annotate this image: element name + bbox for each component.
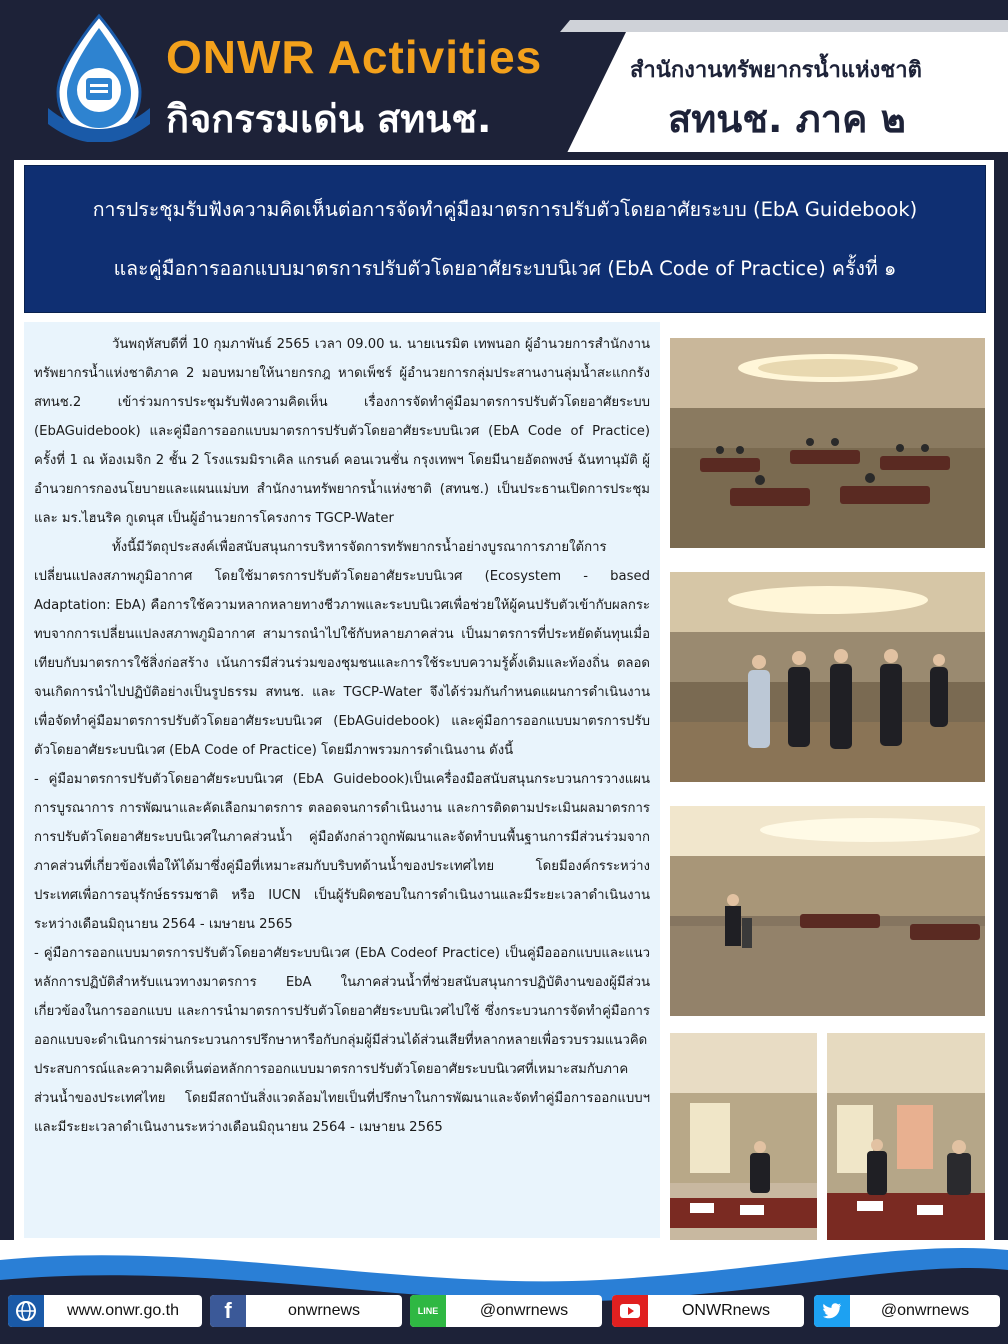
- photo-meeting-room: [670, 338, 985, 548]
- article-body: [24, 322, 660, 1238]
- photo-workshop-left: [670, 1033, 817, 1244]
- footer-line-label: @onwrnews: [479, 1302, 569, 1319]
- footer-youtube-label: ONWRnews: [681, 1302, 770, 1319]
- photo-workshop-right: [827, 1033, 985, 1244]
- globe-icon: [8, 1295, 44, 1327]
- facebook-icon: f: [210, 1295, 246, 1327]
- footer-facebook-link[interactable]: [210, 1295, 402, 1327]
- youtube-icon: [612, 1295, 648, 1327]
- footer-twitter-label: @onwrnews: [880, 1302, 970, 1319]
- footer-website-link[interactable]: [8, 1295, 202, 1327]
- footer-website-label: www.onwr.go.th: [66, 1302, 180, 1319]
- footer-twitter-link[interactable]: [814, 1295, 1000, 1327]
- header-accent-band: [530, 20, 1008, 32]
- footer-wave: [0, 1240, 1008, 1344]
- header-banner: [0, 0, 1008, 155]
- article-paragraph-4: - คู่มือการออกแบบมาตรการปรับตัวโดยอาศัยระบบนิเวศ (EbA Codeof Practice) เป็นคู่มือออกแบบและแนวหลักการปฏิบัติสำหรับแนวทางมาตรการ EbA ในภาคส่วนน้ำที่ช่วยสนับสนุนการปฏิบัติงานของผู้มีส่วนเกี่ยวข้องในการออกแบบ และการนำมาตรการปรับตัวโดยอาศัยระบบนิเวศไปใช้ ซึ่งกระบวนการจัดทำคู่มือการออกแบบจะดำเนินการผ่านกระบวนการปรึกษาหารือกับกลุ่มผู้มีส่วนได้ส่วนเสียที่หลากหลายเพื่อรวบรวมแนวคิด ประสบการณ์และความคิดเห็นต่อหลักการออกแบบมาตรการปรับตัวโดยอาศัยระบบนิเวศที่เหมาะสมกับภาคส่วนน้ำของประเทศไทย โดยมีสถาบันสิ่งแวดล้อมไทยเป็นที่ปรึกษาในการพัฒนาและจัดทำคู่มือการออกแบบฯ และมีระยะเวลาดำเนินงานระหว่างเดือนมิถุนายน 2564 - เมษายน 2565: [34, 946, 650, 1135]
- header-org-name: สำนักงานทรัพยากรน้ำแห่งชาติ: [630, 58, 922, 83]
- article-paragraph-2: ทั้งนี้มีวัตถุประสงค์เพื่อสนับสนุนการบริหารจัดการทรัพยากรน้ำอย่างบูรณาการภายใต้การเปลี่ยนแปลงสภาพภูมิอากาศ โดยใช้มาตรการปรับตัวโดยอาศัยระบบนิเวศ (Ecosystem - based Adaptation: EbA) คือการใช้ความหลากหลายทางชีวภาพและระบบนิเวศเพื่อช่วยให้ผู้คนปรับตัวเข้ากับผลกระทบจากการเปลี่ยนแปลงสภาพภูมิอากาศ สามารถนำไปใช้กับหลายภาคส่วน เป็นมาตรการที่ประหยัดต้นทุนเมื่อเทียบกับมาตรการใช้สิ่งก่อสร้าง เน้นการมีส่วนร่วมของชุมชนและการใช้ระบบความรู้ดั้งเดิมและท้องถิ่น ตลอดจนเกิดการนำไปปฏิบัติอย่างเป็นรูปธรรม สทนช. และ TGCP-Water จึงได้ร่วมกันกำหนดแผนการดำเนินงานเพื่อจัดทำคู่มือมาตรการปรับตัวโดยอาศัยระบบนิเวศ (EbAGuidebook) และคู่มือการออกแบบมาตรการปรับตัวโดยอาศัยระบบนิเวศ (EbA Code of Practice) โดยมีภาพรวมการดำเนินงาน ดังนี้: [34, 540, 650, 758]
- photo-speaker-podium: [670, 806, 985, 1016]
- header-title-th: กิจกรรมเด่น สทนช.: [166, 97, 492, 141]
- article-paragraph-1: วันพฤหัสบดีที่ 10 กุมภาพันธ์ 2565 เวลา 09.00 น. นายเนรมิต เทพนอก ผู้อำนวยการสำนักงานทรัพยากรน้ำแห่งชาติภาค 2 มอบหมายให้นายกรกฎ หาดเพ็ชร์ ผู้อำนวยการกลุ่มประสานงานลุ่มน้ำสะแกกรัง สทนช.2 เข้าร่วมการประชุมรับฟังความคิดเห็น เรื่องการจัดทำคู่มือมาตรการปรับตัวโดยอาศัยระบบ (EbAGuidebook) และคู่มือการออกแบบมาตรการปรับตัวโดยอาศัยระบบนิเวศ (EbA Code of Practice) ครั้งที่ 1 ณ ห้องเมจิก 2 ชั้น 2 โรงแรมมิราเคิล แกรนด์ คอนเวนชั่น กรุงเทพฯ โดยมีนายอัตถพงษ์ ฉันทานุมัติ ผู้อำนวยการกองนโยบายและแผนแม่บท สำนักงานทรัพยากรน้ำแห่งชาติ (สทนช.) เป็นประธานเปิดการประชุม และ มร.ไฮนริค กูเดนุส เป็นผู้อำนวยการโครงการ TGCP-Water: [34, 337, 650, 526]
- footer-line-link[interactable]: [410, 1295, 602, 1327]
- article-paragraph-3: - คู่มือมาตรการปรับตัวโดยอาศัยระบบนิเวศ (EbA Guidebook)เป็นเครื่องมือสนับสนุนกระบวนการวางแผน การบูรณาการ การพัฒนาและคัดเลือกมาตรการ ตลอดจนการดำเนินงาน และการติดตามประเมินผลมาตรการการปรับตัวโดยอาศัยระบบนิเวศในภาคส่วนน้ำ คู่มือดังกล่าวถูกพัฒนาและจัดทำบนพื้นฐานการมีส่วนร่วมจากภาคส่วนที่เกี่ยวข้องเพื่อให้ได้มาซึ่งคู่มือที่เหมาะสมกับบริบทด้านน้ำของประเทศไทย โดยมีองค์กรระหว่างประเทศเพื่อการอนุรักษ์ธรรมชาติ หรือ IUCN เป็นผู้รับผิดชอบในการดำเนินงานและมีระยะเวลาดำเนินงานระหว่างเดือนมิถุนายน 2564 - เมษายน 2565: [34, 772, 650, 932]
- frame-top: [0, 152, 1008, 160]
- headline-line-1: การประชุมรับฟังความคิดเห็นต่อการจัดทำคู่มือมาตรการปรับตัวโดยอาศัยระบบ (EbA Guidebook): [92, 198, 918, 221]
- headline-box: [24, 165, 986, 313]
- frame-right: [994, 155, 1008, 1260]
- footer-facebook-label: onwrnews: [287, 1302, 361, 1319]
- frame-left: [0, 155, 14, 1260]
- onwr-logo: [40, 12, 158, 142]
- twitter-icon: [814, 1295, 850, 1327]
- header-region: สทนช. ภาค ๒: [668, 97, 906, 141]
- headline-line-2: และคู่มือการออกแบบมาตรการปรับตัวโดยอาศัยระบบนิเวศ (EbA Code of Practice) ครั้งที่ ๑: [113, 257, 897, 280]
- line-icon: LINE: [410, 1295, 446, 1327]
- photo-group-standing: [670, 572, 985, 782]
- footer-youtube-link[interactable]: [612, 1295, 804, 1327]
- header-title-en: ONWR Activities: [166, 31, 543, 83]
